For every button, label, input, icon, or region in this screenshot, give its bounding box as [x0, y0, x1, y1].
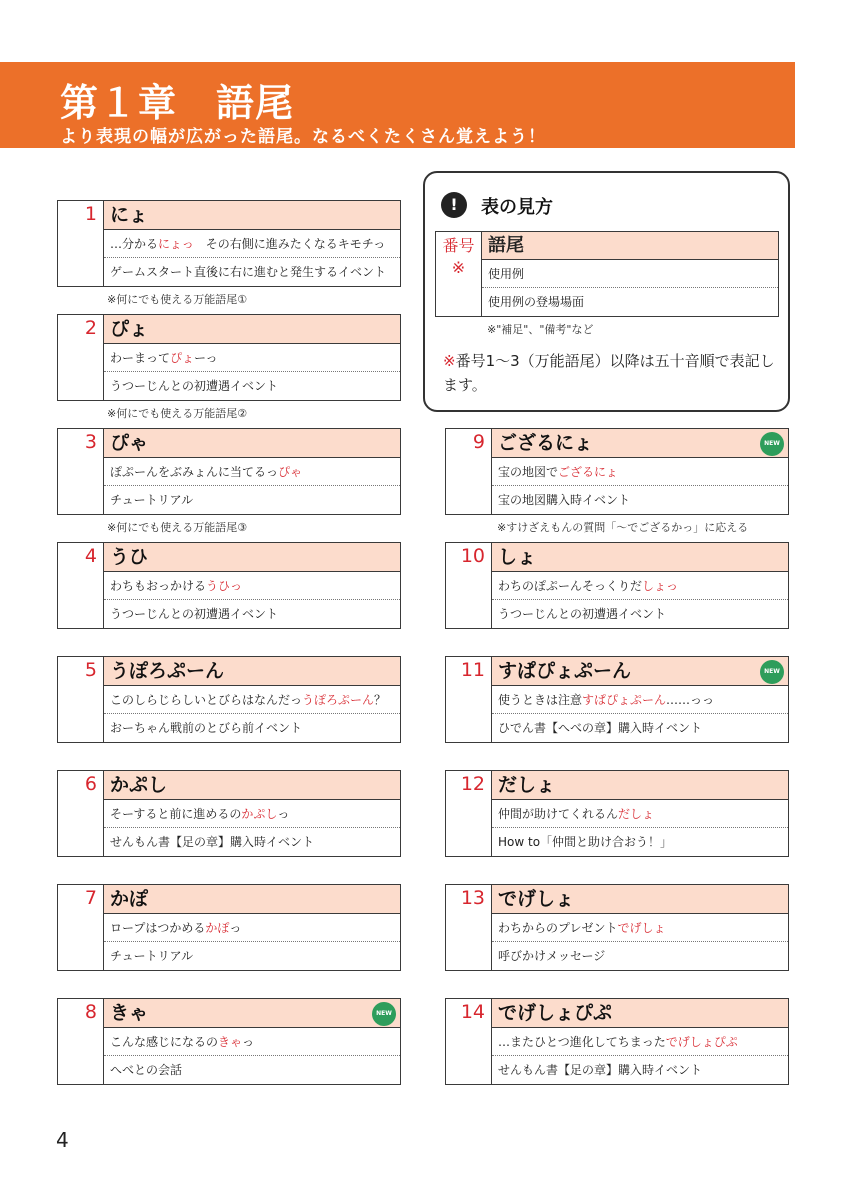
ending-entry	[445, 542, 789, 629]
example-highlight: きゃ	[218, 1035, 243, 1049]
entry-scene: 宝の地図購入時イベント	[498, 493, 631, 507]
legend-rule	[443, 349, 778, 397]
legend-rule-mark: ※	[443, 352, 456, 370]
ending-entry	[445, 656, 789, 743]
entry-number: 4	[58, 543, 104, 628]
example-highlight: でげしょ	[617, 921, 666, 935]
entry-word: ぴゃ	[104, 429, 400, 458]
ending-entry	[57, 656, 401, 743]
ending-entry	[445, 998, 789, 1085]
entry-word: きゃ	[104, 999, 400, 1028]
ending-entry	[57, 998, 401, 1085]
entry-scene: チュートリアル	[110, 949, 194, 963]
entry-number: 1	[58, 201, 104, 286]
entry-note: ※何にでも使える万能語尾②	[107, 407, 248, 420]
example-highlight: かぽ	[205, 921, 230, 935]
legend-num-mark: ※	[451, 258, 466, 277]
entry-word: うひ	[104, 543, 400, 572]
legend-table	[435, 231, 779, 317]
ending-entry	[57, 428, 401, 515]
ending-entry	[445, 770, 789, 857]
example-text-after: っ	[229, 921, 242, 935]
example-highlight: かぷし	[241, 807, 278, 821]
entry-scene: うつーじんとの初遭遇イベント	[110, 607, 279, 621]
entry-number: 11	[446, 657, 492, 742]
entry-scene: うつーじんとの初遭遇イベント	[110, 379, 279, 393]
entry-word: しょ	[492, 543, 788, 572]
entry-example	[492, 914, 788, 942]
chapter-subtitle: より表現の幅が広がった語尾。なるべくたくさん覚えよう！	[60, 127, 546, 147]
example-text: このしらじらしいとびらはなんだっ	[110, 693, 303, 707]
example-text: そーすると前に進めるの	[110, 807, 242, 821]
entry-number: 10	[446, 543, 492, 628]
example-text-after: その右側に進みたくなるキモチっ	[193, 237, 386, 251]
entry-word: かぷし	[104, 771, 400, 800]
entry-example	[492, 686, 788, 714]
legend-num-cell	[436, 232, 482, 316]
entry-example	[104, 230, 400, 258]
example-highlight: でげしょぴぷ	[665, 1035, 738, 1049]
entry-scene: 呼びかけメッセージ	[498, 949, 606, 963]
legend-rule-text: 番号1～3（万能語尾）以降は五十音順で表記します。	[443, 352, 775, 394]
entry-example	[492, 800, 788, 828]
entry-number: 3	[58, 429, 104, 514]
example-text-after: っ	[242, 1035, 255, 1049]
entry-note: ※何にでも使える万能語尾③	[107, 521, 248, 534]
entry-scene: へべとの会話	[110, 1063, 183, 1077]
entry-example	[104, 458, 400, 486]
example-text-after: ……っっ	[666, 693, 715, 707]
entry-number: 13	[446, 885, 492, 970]
entry-example	[104, 344, 400, 372]
chapter-banner	[0, 62, 795, 148]
entry-number: 7	[58, 885, 104, 970]
entry-word: うぽろぷーん	[104, 657, 400, 686]
entry-word: すぱぴょぷーん	[492, 657, 788, 686]
exclamation-icon: !	[441, 192, 467, 218]
entry-number: 5	[58, 657, 104, 742]
example-highlight: ござるにょ	[558, 465, 618, 479]
entry-scene: せんもん書【足の章】購入時イベント	[498, 1063, 703, 1077]
ending-entry	[57, 884, 401, 971]
page-number: 4	[56, 1128, 69, 1152]
example-highlight: うぽろぷーん	[302, 693, 375, 707]
new-badge-icon: NEW	[372, 1002, 396, 1026]
example-text: 使うときは注意	[498, 693, 583, 707]
ending-entry	[57, 200, 401, 287]
entry-scene: How to「仲間と助け合おう！」	[498, 835, 673, 849]
ending-entry	[57, 770, 401, 857]
entry-example	[492, 1028, 788, 1056]
entry-word: でげしょぴぷ	[492, 999, 788, 1028]
entry-example	[104, 914, 400, 942]
entry-example	[104, 800, 400, 828]
entry-number: 6	[58, 771, 104, 856]
entry-number: 2	[58, 315, 104, 400]
new-badge-icon: NEW	[760, 432, 784, 456]
ending-entry	[445, 428, 789, 515]
entry-scene: チュートリアル	[110, 493, 194, 507]
legend-example-label: 使用例	[482, 260, 778, 288]
example-text: こんな感じになるの	[110, 1035, 219, 1049]
entry-word: ぴょ	[104, 315, 400, 344]
entry-word: かぽ	[104, 885, 400, 914]
entry-example	[104, 686, 400, 714]
entry-scene: ゲームスタート直後に右に進むと発生するイベント	[110, 265, 387, 279]
legend-box	[423, 171, 790, 412]
example-text-after: っ	[277, 807, 290, 821]
ending-entry	[445, 884, 789, 971]
ending-entry	[57, 542, 401, 629]
example-text: ロープはつかめる	[110, 921, 206, 935]
entry-number: 9	[446, 429, 492, 514]
example-text: わちもおっかける	[110, 579, 207, 593]
entry-note: ※何にでも使える万能語尾①	[107, 293, 248, 306]
example-text-after: ーっ	[194, 351, 218, 365]
entry-word: でげしょ	[492, 885, 788, 914]
entry-word: だしょ	[492, 771, 788, 800]
entry-note: ※すけざえもんの質問「～でござるかっ」に応える	[497, 521, 749, 534]
legend-title: 表の見方	[481, 197, 553, 218]
entry-scene: おーちゃん戦前のとびら前イベント	[110, 721, 303, 735]
entry-scene: ひでん書【へべの章】購入時イベント	[498, 721, 703, 735]
entry-word: にょ	[104, 201, 400, 230]
example-text: …分かる	[110, 237, 159, 251]
example-text: わちからのプレゼント	[498, 921, 618, 935]
example-text: …またひとつ進化してちまった	[498, 1035, 666, 1049]
example-highlight: にょっ	[158, 237, 194, 251]
entry-example	[492, 458, 788, 486]
example-highlight: ぴゃ	[278, 465, 303, 479]
legend-note: ※"補足"、"備考"など	[487, 323, 594, 336]
legend-scene-label: 使用例の登場場面	[488, 295, 585, 309]
example-highlight: すぱぴょぷーん	[582, 693, 667, 707]
entry-example	[104, 1028, 400, 1056]
entry-number: 14	[446, 999, 492, 1084]
example-text: ぽぷーんをぶみょんに当てるっ	[110, 465, 279, 479]
entry-example	[104, 572, 400, 600]
example-text: わーまって	[110, 351, 171, 365]
example-text: 仲間が助けてくれるん	[498, 807, 619, 821]
legend-num-label: 番号	[442, 236, 475, 255]
entry-scene: うつーじんとの初遭遇イベント	[498, 607, 667, 621]
entry-scene: せんもん書【足の章】購入時イベント	[110, 835, 315, 849]
example-text: 宝の地図で	[498, 465, 559, 479]
entry-number: 8	[58, 999, 104, 1084]
example-highlight: しょっ	[642, 579, 679, 593]
legend-word-label: 語尾	[482, 232, 778, 260]
chapter-title: 第１章 語尾	[60, 81, 295, 125]
example-text: わちのぽぷーんそっくりだ	[498, 579, 643, 593]
ending-entry	[57, 314, 401, 401]
example-highlight: ぴょ	[170, 351, 195, 365]
example-highlight: うひっ	[206, 579, 243, 593]
example-highlight: だしょ	[618, 807, 655, 821]
new-badge-icon: NEW	[760, 660, 784, 684]
entry-word: ござるにょ	[492, 429, 788, 458]
example-text-after: ？	[374, 693, 387, 707]
entry-example	[492, 572, 788, 600]
entry-number: 12	[446, 771, 492, 856]
